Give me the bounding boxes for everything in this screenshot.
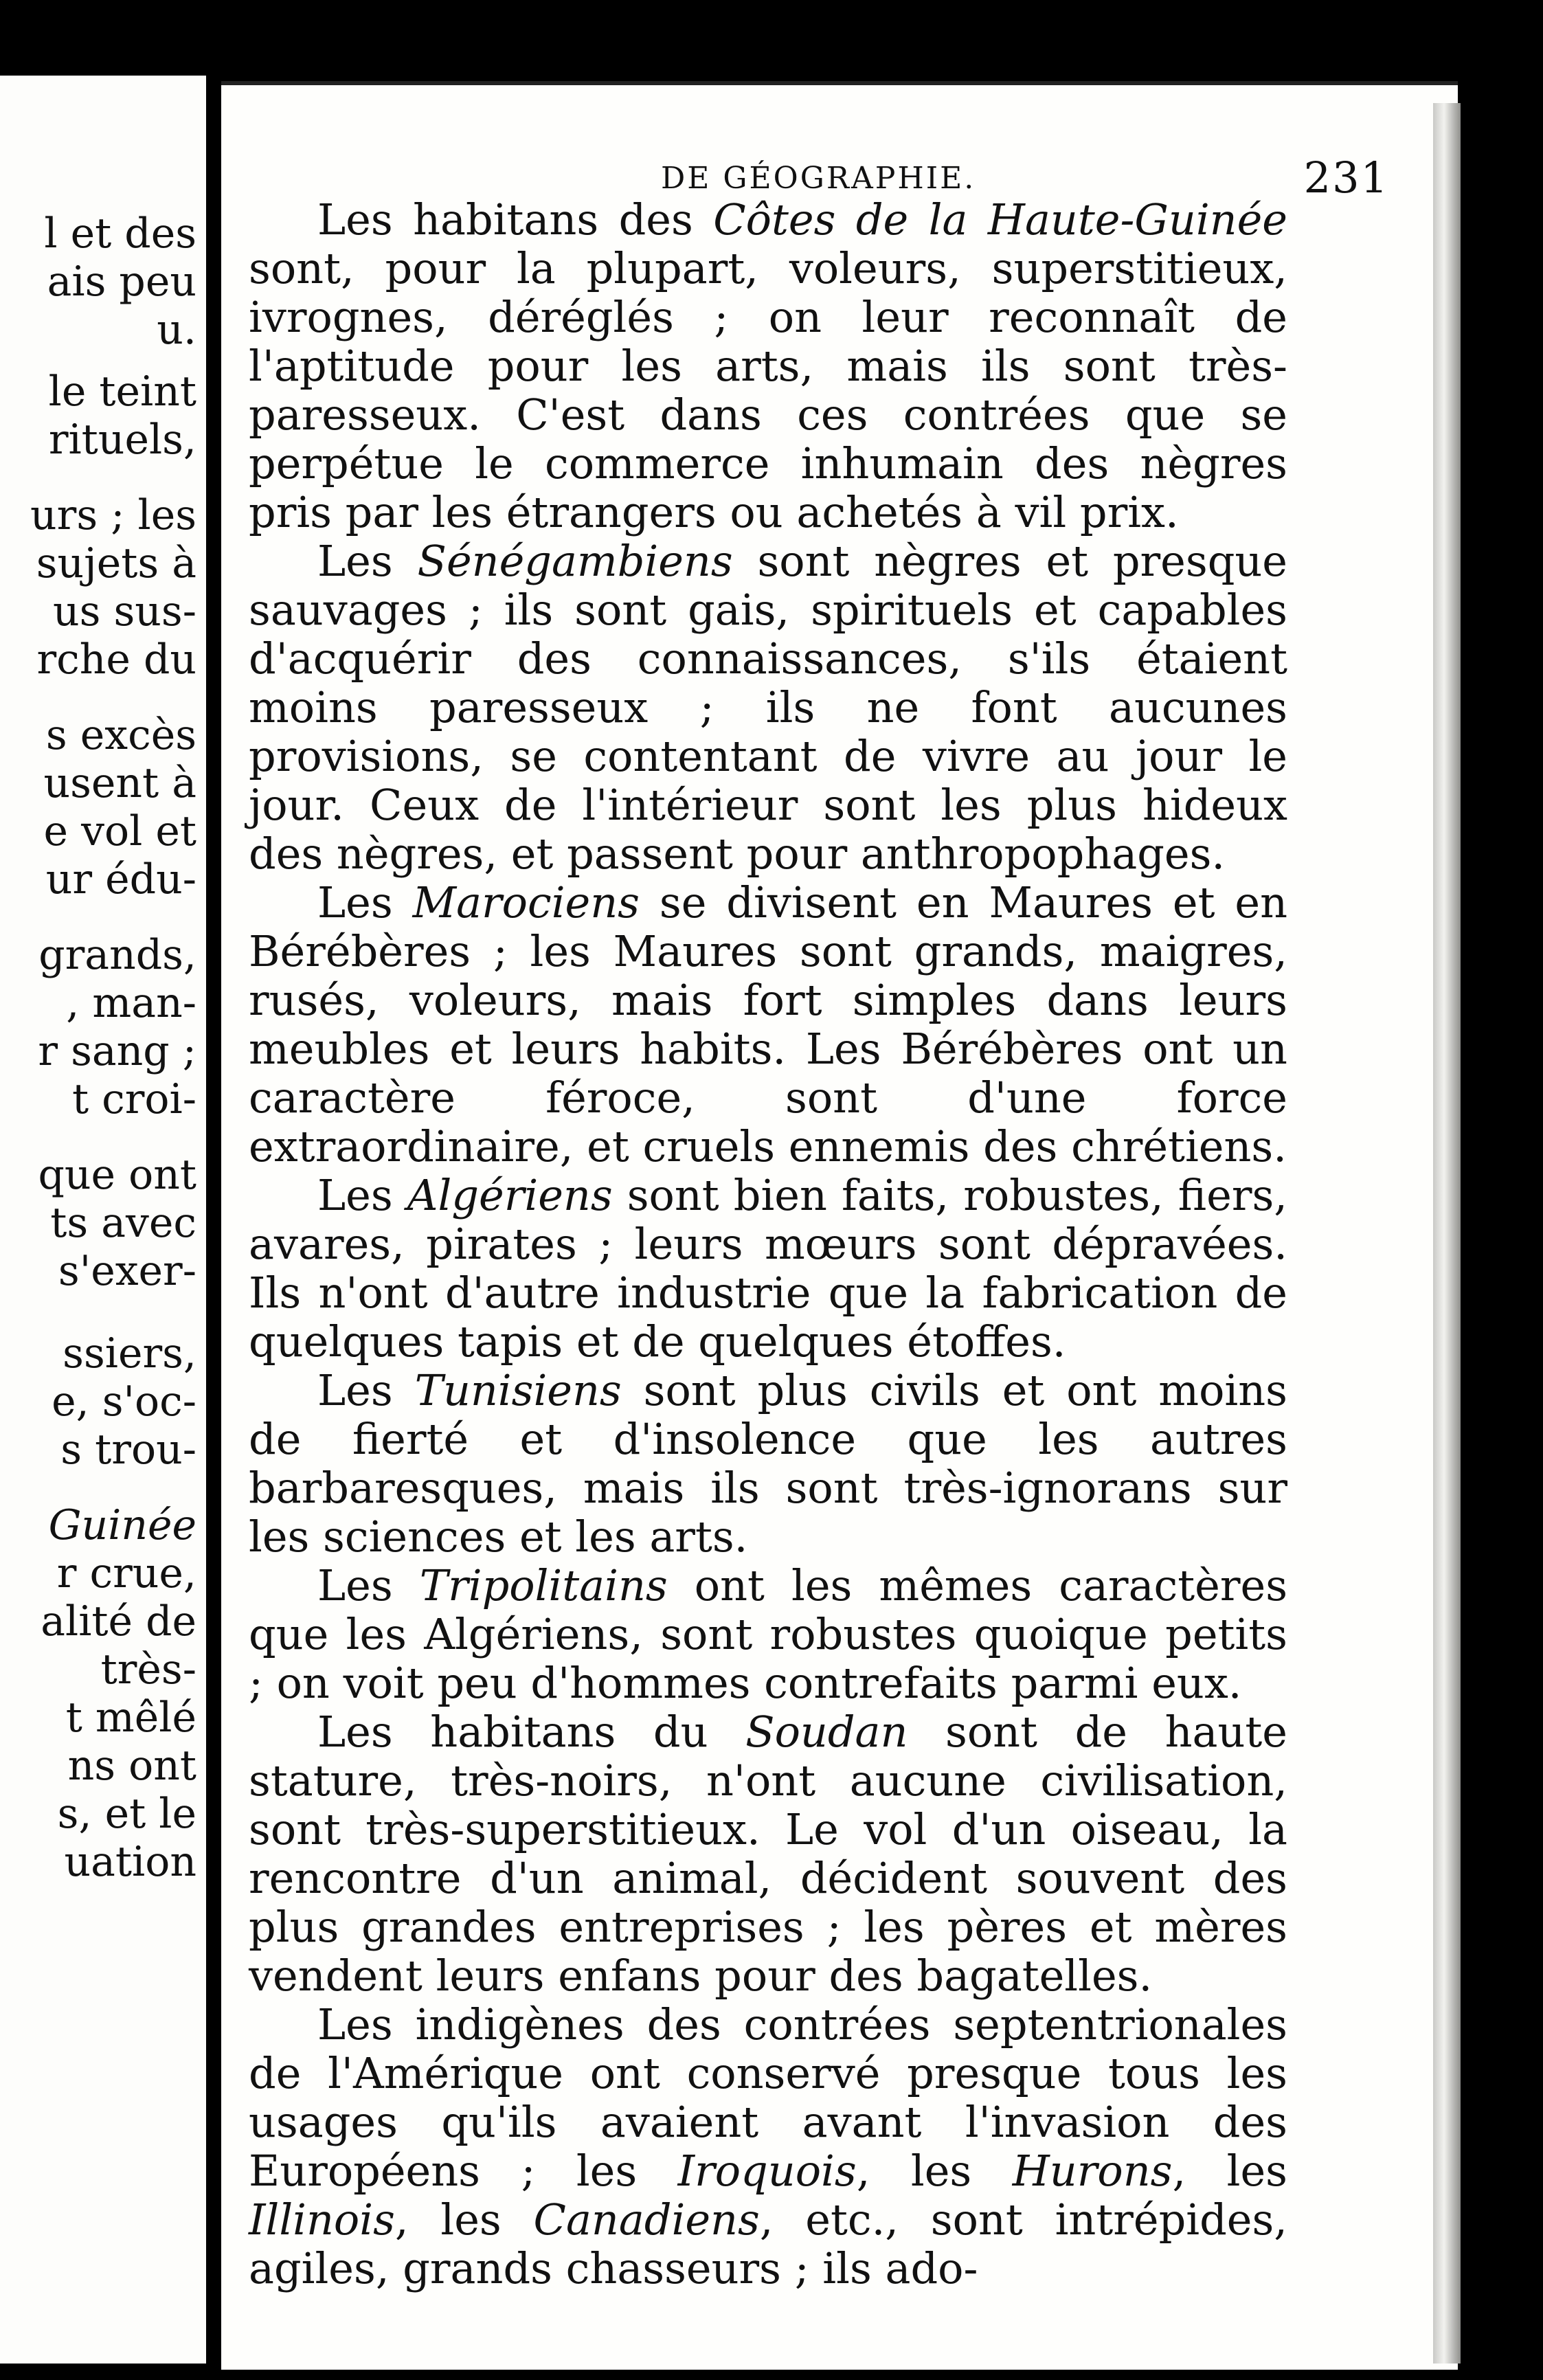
- body-text: [249, 195, 1287, 2293]
- book-page: [221, 81, 1458, 2370]
- italic-term: Côtes de la Haute-Guinée: [713, 194, 1287, 245]
- left-page-line: , man-: [66, 979, 196, 1027]
- left-page-line: urs ; les: [30, 491, 196, 539]
- paragraph: [249, 1366, 1287, 1561]
- paragraph: [249, 2000, 1287, 2293]
- italic-term: Canadiens: [533, 2194, 760, 2245]
- paragraph: [249, 195, 1287, 537]
- left-page-line: t mêlé: [65, 1694, 196, 1742]
- left-page-line: ts avec: [50, 1199, 196, 1247]
- text-run: se divisent en Maures et en Bérébères ; les Maures sont grands, maigres, rusés, voleurs, mais fort simples dans leurs meubles et leurs habits. Les Bérébères ont un caractère féroce, sont d'une force extraordinaire, et cruels ennemis des chrétiens.: [249, 877, 1288, 1171]
- text-run: Les habitans du: [317, 1707, 746, 1757]
- left-page-line: s trou-: [60, 1426, 196, 1474]
- text-run: sont plus civils et ont moins de fierté et d'insolence que les autres barbaresques, mais ils sont très-ignorans sur les sciences et les arts.: [249, 1365, 1287, 1562]
- left-page-line: ns ont: [67, 1742, 196, 1790]
- left-page-line: l et des: [44, 210, 196, 258]
- italic-term: Iroquois: [677, 2146, 857, 2196]
- left-page-line: u.: [157, 306, 196, 354]
- left-page-line: t croi-: [71, 1075, 196, 1123]
- italic-term: Algériens: [407, 1170, 613, 1220]
- left-page-line: rche du: [36, 636, 196, 684]
- left-page-line: alité de: [41, 1597, 196, 1646]
- text-run: sont bien faits, robustes, fiers, avares, pirates ; leurs mœurs sont dépravées. Ils n'ont d'autre industrie que la fabrication de quelques tapis et de quelques étoffes.: [249, 1170, 1288, 1367]
- italic-term: Tripolitains: [419, 1560, 668, 1610]
- paragraph: [249, 1707, 1287, 2000]
- italic-term: Marociens: [412, 877, 640, 928]
- text-run: Les: [317, 1560, 420, 1610]
- page-number: 231: [1303, 153, 1389, 203]
- text-run: sont, pour la plupart, voleurs, superstitieux, ivrognes, déréglés ; on leur reconnaît de l'aptitude pour les arts, mais ils sont très-paresseux. C'est dans ces contrées que se perpétue le commerce inhumain des nègres pris par les étrangers ou achetés à vil prix.: [249, 243, 1287, 537]
- left-page-line: ssiers,: [63, 1329, 196, 1378]
- left-page-line: r sang ;: [38, 1027, 196, 1075]
- page-edge: [1433, 103, 1461, 2364]
- text-run: , etc., sont intrépides, agiles, grands chasseurs ; ils ado-: [249, 2194, 1288, 2293]
- left-page-line: rituels,: [48, 416, 196, 464]
- left-page-line: e, s'oc-: [52, 1378, 196, 1426]
- paragraph: [249, 537, 1287, 878]
- italic-term: Hurons: [1012, 2146, 1173, 2196]
- left-page-line: le teint: [48, 368, 196, 416]
- running-title: DE GÉOGRAPHIE.: [661, 161, 976, 196]
- left-page-line: us sus-: [52, 587, 196, 636]
- paragraph: [249, 1171, 1287, 1366]
- left-page-line: usent à: [43, 759, 196, 807]
- text-run: Les: [317, 536, 418, 586]
- left-page-line: s'exer-: [58, 1247, 196, 1295]
- left-page-line: s excès: [45, 711, 196, 759]
- page-header: [661, 153, 1389, 203]
- left-page-line: que ont: [38, 1151, 196, 1199]
- italic-term: Tunisiens: [414, 1365, 622, 1415]
- text-run: Les: [317, 1365, 415, 1415]
- left-page-line: grands,: [38, 931, 196, 979]
- italic-term: Soudan: [745, 1707, 908, 1757]
- text-run: Les habitans des: [317, 194, 714, 245]
- left-page-fragment: [0, 76, 206, 2364]
- paragraph: [249, 1561, 1287, 1707]
- left-page-line: sujets à: [36, 539, 196, 587]
- left-page-line: s, et le: [57, 1790, 196, 1838]
- left-page-line: r crue,: [56, 1549, 196, 1597]
- text-run: Les: [317, 1170, 407, 1220]
- text-run: sont de haute stature, très-noirs, n'ont aucune civilisation, sont très-superstitieux. Le vol d'un oiseau, la rencontre d'un animal, décident souvent des plus grandes entreprises ; les pères et mères vendent leurs enfans pour des bagatelles.: [249, 1707, 1287, 2001]
- text-run: sont nègres et presque sauvages ; ils sont gais, spirituels et capables d'acquérir des connaissances, s'ils étaient moins paresseux ; ils ne font aucunes provisions, se contentant de vivre au jour le jour. Ceux de l'intérieur sont les plus hideux des nègres, et passent pour anthropophages.: [249, 536, 1287, 879]
- text-run: , les: [394, 2194, 534, 2245]
- text-run: ont les mêmes caractères que les Algériens, sont robustes quoique petits ; on voit peu d'hommes contrefaits parmi eux.: [249, 1560, 1288, 1708]
- left-page-line: ur édu-: [45, 855, 196, 903]
- text-run: , les: [856, 2146, 1013, 2196]
- text-run: Les: [317, 877, 413, 928]
- text-run: , les: [1172, 2146, 1287, 2196]
- italic-term: Illinois: [249, 2194, 395, 2245]
- left-page-line: très-: [100, 1646, 196, 1694]
- left-page-line: uation: [64, 1838, 196, 1886]
- paragraph: [249, 878, 1287, 1171]
- left-page-line: e vol et: [43, 807, 196, 855]
- left-page-line: Guinée: [48, 1501, 196, 1549]
- italic-term: Sénégambiens: [417, 536, 733, 586]
- text-run: Les indigènes des contrées septentrionales de l'Amérique ont conservé presque tous les usages qu'ils avaient avant l'invasion des Européens ; les: [249, 1999, 1287, 2196]
- left-page-line: ais peu: [47, 258, 196, 306]
